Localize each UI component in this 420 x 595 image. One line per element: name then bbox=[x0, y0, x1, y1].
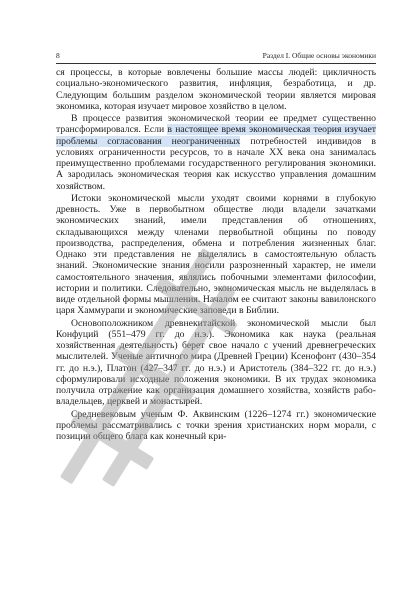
paragraph-text: Истоки экономической мысли уходят своими корнями в глубокую древность. Уже в первобытном обществе люди владели зачатками экономических знаний, имели представления об отношениях, складывающихся между членами первобытной общины по поводу производства, распределения, обмена и потребления жизненных благ. Однако эти представления не выделялись в самостоятельную область знаний. Экономические знания носили разрозненный характер, не имели самостоятельного значения, являлись побочными элементами философии, истории и политики. Следовательно, экономическая мысль не выделялась в виде отдельной формы мышления. Началом ее считают законы вавилонского царя Хаммурапи и экономические заповеди в Библии. bbox=[56, 192, 376, 317]
header-rule bbox=[56, 63, 376, 64]
body-text bbox=[56, 67, 376, 442]
paragraph bbox=[56, 193, 376, 317]
running-header bbox=[56, 50, 376, 62]
section-title: Раздел I. Общие основы экономики bbox=[262, 51, 376, 60]
paragraph bbox=[56, 409, 376, 443]
paragraph bbox=[56, 113, 376, 192]
paragraph-text: потребностей индивидов в условиях ограниченности ресурсов, то в начале XX века она занималась преимущественно проблемами государственного регулирования экономики. А зародилась экономическая теория как искусство управления домашним хозяйством. bbox=[56, 135, 377, 192]
paragraph bbox=[56, 67, 376, 112]
paragraph-text: Основоположником древнекитайской экономической мысли был Конфуций (551–479 гг. до н.э.). Экономика как наука (реальная хозяйственная деятельность) берет свое начало с учений древнегреческих мыслителей. Ученые античного мира (Древней Греции) Ксенофонт (430–354 гг. до н.э.), Платон (427–347 гг. до н.э.) и Аристотель (384–322 гг. до н.э.) сформулировали исходные положения экономики. В их трудах экономика получила отражение как организация домашнего хозяйства, хозяйств рабовладельцев, церквей и монастырей. bbox=[56, 317, 376, 408]
paragraph bbox=[56, 318, 376, 408]
page-number: 8 bbox=[56, 51, 60, 60]
paragraph-text: Средневековым ученым Ф. Аквинским (1226–1274 гг.) экономические проблемы рассматривались с точки зрения христианских норм морали, с позиции общего блага как конечный кри- bbox=[56, 408, 376, 442]
highlighted-text: в настоящее время экономическая теория изучает проблемы согласования неограниченных bbox=[56, 124, 377, 147]
paragraph-text: В процессе развития экономической теории ее предмет существенно трансформировался. Если bbox=[56, 113, 376, 136]
paragraph-text: ся процессы, в которые вовлечены большие массы людей: цикличность социально-экономического развития, инфляция, безработица, и др. Следующим большим разделом экономической теории является мировая экономика, которая изучает мировое хозяйство в целом. bbox=[56, 67, 376, 112]
